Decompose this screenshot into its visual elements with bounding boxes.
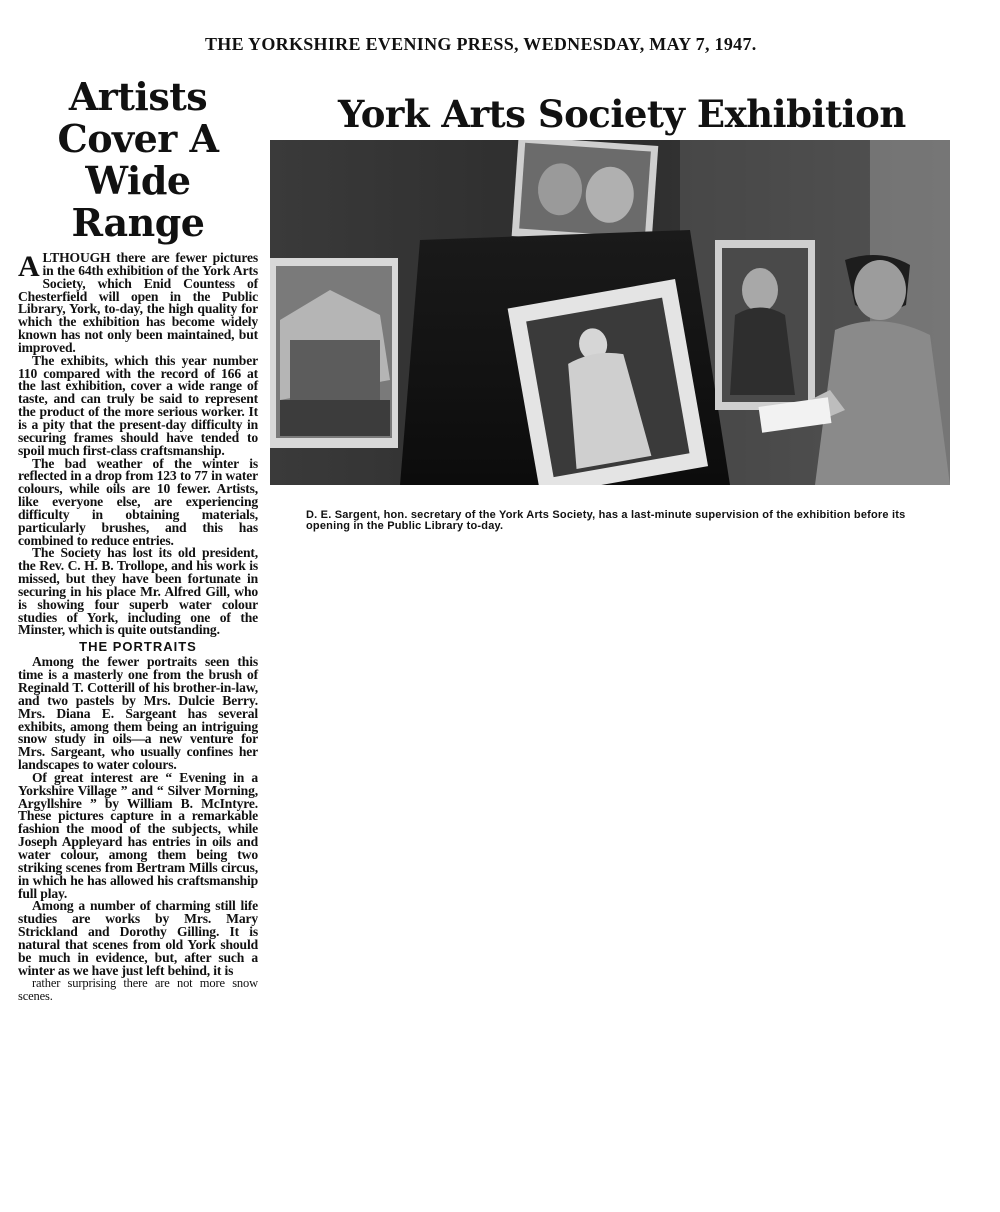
article-paragraph-7: Among a number of charming still life studies are works by Mrs. Mary Strickland and Dorothy Gilling. It is natural that scenes from old York should be much in evidence, but, after such a winter as we have just left behind, it is	[18, 898, 258, 978]
headline-line-1: Artists	[68, 74, 208, 119]
article-paragraph-3: The bad weather of the winter is reflected in a drop from 123 to 77 in water colours, while oils are 10 fewer. Artists, like everyone else, are experiencing difficulty in obtaining materials, particularly brushes, and this has combined to reduce entries.	[18, 455, 258, 548]
center-portrait	[508, 279, 708, 485]
right-portrait	[715, 240, 815, 410]
article-paragraph-6: Of great interest are “ Evening in a Yorkshire Village ” and “ Silver Morning, Argyllshire ” by William B. McIntyre. These pictures capture in a remarkable fashion the mood of the subjects, while Joseph Appleyard has entries in oils and water colour, among them being two striking scenes from Bertram Mills circus, in which he has allowed his craftsmanship full play.	[18, 769, 258, 901]
article-paragraph-2: The exhibits, which this year number 110 compared with the record of 166 at the last exhibition, cover a wide range of taste, and can truly be said to represent the product of the more serious worker. It is a pity that the present-day difficulty in securing frames should have tended to spoil much first-class craftsmanship.	[18, 352, 258, 458]
headline-line-2: Cover A	[57, 116, 219, 161]
subhead-portraits: THE PORTRAITS	[79, 639, 197, 655]
dropcap: A	[18, 250, 40, 283]
article-body	[18, 252, 258, 1002]
article-paragraph-1	[18, 252, 258, 355]
article-column	[18, 76, 258, 1002]
headline-line-3: Wide Range	[71, 158, 205, 245]
article-paragraph-4: The Society has lost its old president, the Rev. C. H. B. Trollope, and his work is missed, but they have been fortunate in securing in his place Mr. Alfred Gill, who is showing four superb water colour studies of York, including one of the Minster, which is quite outstanding.	[18, 545, 258, 638]
exhibition-photo-illustration	[270, 140, 950, 485]
article-paragraph-5: Among the fewer portraits seen this time is a masterly one from the brush of Reginald T. Cotterill of his brother-in-law, and two pastels by Mrs. Dulcie Berry. Mrs. Diana E. Sargeant has several exhibits, among them being an intriguing snow study in oils—a new venture for Mrs. Sargeant, who usually confines her landscapes to water colours.	[18, 654, 258, 773]
top-painting	[512, 140, 659, 246]
photo-headline: York Arts Society Exhibition	[338, 92, 906, 136]
photo-caption: D. E. Sargent, hon. secretary of the York Arts Society, has a last-minute supervision of the exhibition before its opening in the Public Library to-day.	[306, 509, 906, 532]
left-painting	[270, 258, 398, 448]
paragraph-1-text: LTHOUGH there are fewer pictures in the 64th exhibition of the York Arts Society, which Enid Countess of Chesterfield will open in the Public Library, York, to-day, the high quality for which the exhibition has become widely known has not only been maintained, but improved.	[18, 250, 258, 355]
exhibition-photo	[270, 140, 950, 485]
article-paragraph-tail: rather surprising there are not more snow scenes.	[18, 976, 258, 1003]
article-headline	[18, 76, 258, 244]
masthead: THE YORKSHIRE EVENING PRESS, WEDNESDAY, MAY 7, 1947.	[205, 34, 757, 54]
